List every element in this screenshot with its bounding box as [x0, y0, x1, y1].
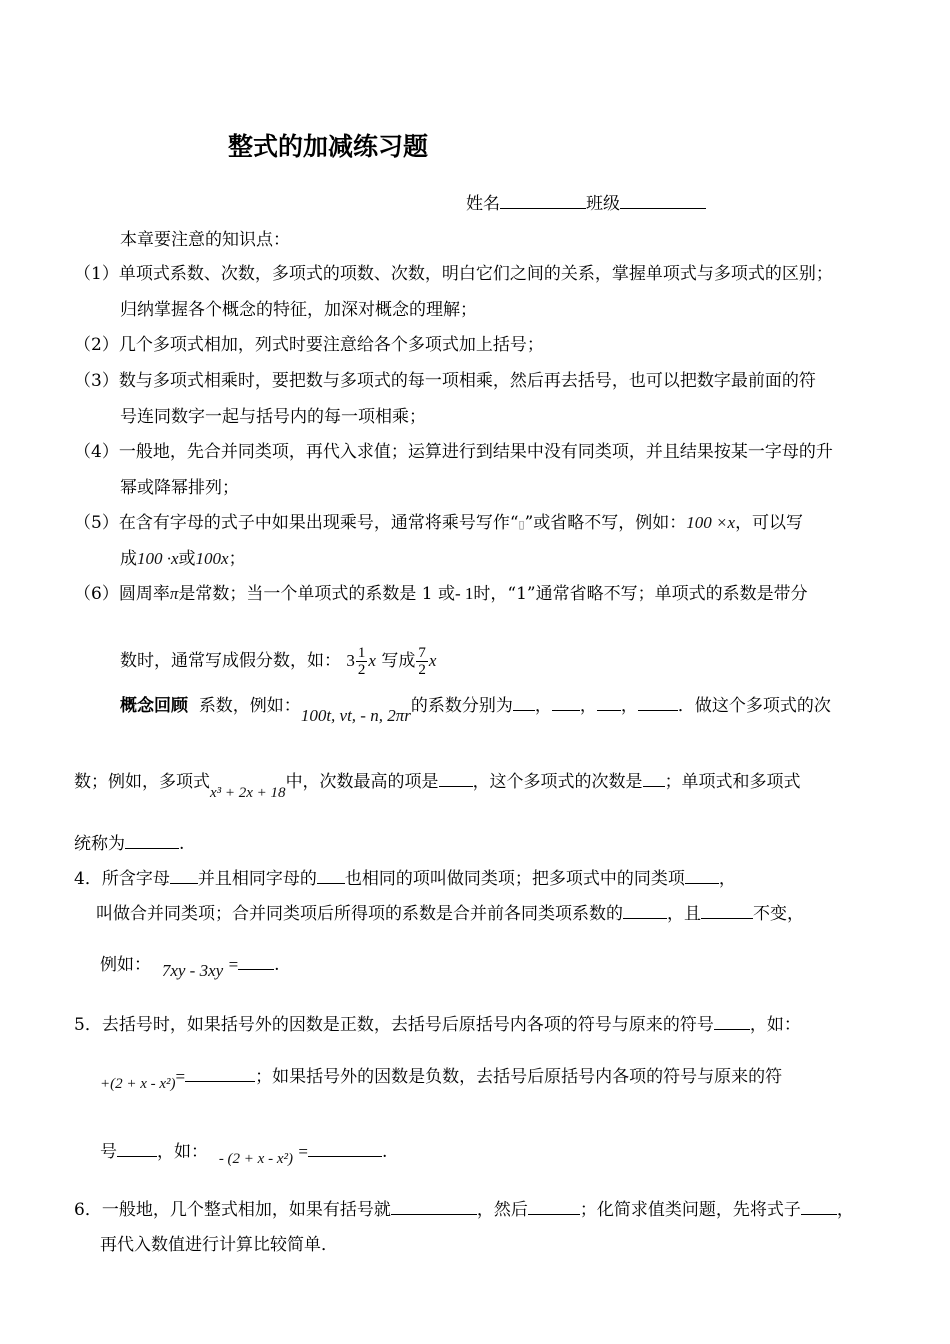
text: 也相同的项叫做同类项；把多项式中的同类项	[344, 869, 685, 889]
text: ，	[836, 1200, 854, 1220]
text: ，如：	[157, 1142, 208, 1162]
equals-sign: =	[175, 1067, 186, 1086]
answer-blank	[623, 902, 667, 919]
point-5-line-1	[74, 512, 803, 536]
answer-blank	[308, 1146, 382, 1157]
text: （6）圆周率	[74, 584, 170, 604]
question-5-line-2	[100, 1066, 783, 1092]
fraction-denominator: 2	[418, 662, 426, 678]
point-2: （2）几个多项式相加，列式时要注意给各个多项式加上括号；	[74, 335, 544, 355]
point-1-line-2: 归纳掌握各个概念的特征，加深对概念的理解；	[120, 300, 477, 320]
text: 统称为	[74, 834, 125, 854]
text: ．做这个多项式的次	[677, 696, 831, 716]
class-label: 班级	[586, 194, 620, 214]
text: （5）在含有字母的式子中如果出现乘号，通常将乘号写作“	[74, 513, 519, 533]
answer-blank	[170, 867, 198, 884]
answer-blank	[528, 1198, 580, 1215]
text: 5．去括号时，如果括号外的因数是正数，去括号后原括号内各项的符号与原来的符号	[74, 1015, 714, 1035]
text: ，且	[667, 904, 701, 924]
answer-blank	[317, 867, 345, 884]
answer-blank	[185, 1071, 255, 1082]
question-4-line-2	[96, 902, 804, 925]
text: 叫做合并同类项；合并同类项后所得项的系数是合并前各同类项系数的	[96, 904, 623, 924]
answer-blank	[513, 694, 535, 711]
point-3-line-2: 号连同数字一起与括号内的每一项相乘；	[120, 407, 426, 427]
text: 中，次数最高的项是	[285, 772, 439, 792]
answer-blank	[801, 1198, 837, 1215]
mixed-number-whole: 3	[346, 651, 355, 670]
answer-blank	[685, 867, 719, 884]
text: ；	[228, 549, 246, 569]
text: ，如：	[749, 1015, 801, 1035]
math-expression: - 1	[454, 584, 474, 603]
text: 例如：	[100, 955, 151, 975]
text: 不变，	[753, 904, 804, 924]
point-4-line-2: 幂或降幂排列；	[120, 478, 239, 498]
concept-label: 概念回顾	[120, 696, 188, 716]
math-expression: 100 ×x	[686, 513, 736, 532]
concept-review-line-1: 概念回顾 系数，例如：100t, vt, - n, 2πr的系数分别为 ， ， ， ．做这个多项式的次	[120, 696, 831, 725]
point-6-line-2	[120, 645, 436, 678]
text: 系数，例如：	[198, 696, 301, 716]
text: 成	[120, 549, 137, 569]
math-expression: x³ + 2x + 18	[210, 785, 286, 801]
class-blank	[620, 192, 706, 209]
answer-blank	[714, 1013, 750, 1030]
math-expression: +(2 + x - x²)	[100, 1076, 176, 1092]
text: 号	[100, 1142, 117, 1162]
math-expression: - (2 + x - x²)	[218, 1151, 293, 1167]
text: .	[274, 955, 280, 975]
question-6-line-1	[74, 1198, 854, 1221]
page-title: 整式的加减练习题	[228, 132, 429, 161]
pi-symbol: π	[169, 584, 179, 603]
question-6-line-2: 再代入数值进行计算比较简单．	[100, 1235, 338, 1255]
math-expression: 100t, vt, - n, 2πr	[300, 706, 411, 725]
answer-blank	[117, 1140, 157, 1157]
concept-review-line-3	[74, 832, 184, 855]
question-5-line-3	[100, 1140, 388, 1167]
text: .	[179, 834, 185, 854]
name-label: 姓名	[466, 194, 500, 214]
fraction-numerator: 1	[357, 645, 366, 661]
text: ，	[718, 869, 736, 889]
answer-blank	[638, 694, 678, 711]
text: ，这个多项式的次数是	[472, 772, 643, 792]
answer-blank	[701, 902, 753, 919]
text: .	[381, 1142, 388, 1162]
text: 数；例如，多项式	[74, 772, 210, 792]
equals-sign: =	[228, 955, 239, 974]
name-blank	[500, 192, 586, 209]
text: 写成	[381, 651, 416, 671]
text: 数时，通常写成假分数，如：	[120, 651, 341, 671]
text: ，可以写	[735, 513, 804, 533]
point-6-line-1	[74, 583, 808, 605]
question-5-line-1	[74, 1013, 801, 1036]
answer-blank	[552, 694, 580, 711]
math-expression: 7xy - 3xy	[161, 961, 224, 980]
fraction	[356, 645, 368, 678]
math-expression: 100 ·x	[137, 549, 179, 568]
text: ；如果括号外的因数是负数，去括号后原括号内各项的符号与原来的符	[255, 1067, 783, 1087]
concept-review-line-2	[74, 770, 801, 801]
text: 的系数分别为	[410, 696, 513, 716]
text: 是常数；当一个单项式的系数是 1 或	[178, 584, 455, 604]
variable: x	[368, 651, 376, 670]
answer-blank	[597, 694, 621, 711]
point-5-line-2	[120, 548, 246, 570]
point-3-line-1: （3）数与多项式相乘时，要把数与多项式的每一项相乘，然后再去括号，也可以把数字最前面的符	[74, 371, 816, 391]
math-expression: 100x	[195, 549, 229, 568]
answer-blank	[439, 770, 473, 787]
text: ”或省略不写，例如：	[524, 513, 687, 533]
answer-blank	[125, 832, 179, 849]
question-4-line-3	[100, 954, 280, 980]
fraction	[416, 645, 428, 678]
text: ；单项式和多项式	[664, 772, 801, 792]
point-4-line-1: （4）一般地，先合并同类项，再代入求值；运算进行到结果中没有同类项，并且结果按某一字母的升	[74, 442, 833, 462]
text: 6．一般地，几个整式相加，如果有括号就	[74, 1200, 391, 1220]
point-1-line-1: （1）单项式系数、次数，多项式的项数、次数，明白它们之间的关系，掌握单项式与多项式的区别；	[74, 264, 833, 284]
text: 或	[178, 549, 196, 569]
text: 时，“1”通常省略不写；单项式的系数是带分	[473, 584, 808, 604]
text: 4．所含字母	[74, 869, 170, 889]
equals-sign: =	[298, 1142, 308, 1161]
text: ；化简求值类问题，先将式子	[579, 1200, 801, 1220]
variable: x	[428, 651, 437, 670]
text: 并且相同字母的	[197, 869, 317, 889]
answer-blank	[391, 1198, 477, 1215]
name-class-row	[466, 192, 706, 215]
answer-blank	[643, 770, 665, 787]
answer-blank	[238, 959, 274, 970]
fraction-numerator: 7	[418, 645, 426, 661]
fraction-denominator: 2	[357, 662, 366, 678]
question-4-line-1	[74, 867, 736, 890]
text: ，然后	[476, 1200, 528, 1220]
dot-symbol: ▯	[518, 518, 525, 531]
intro-text: 本章要注意的知识点：	[120, 230, 290, 250]
